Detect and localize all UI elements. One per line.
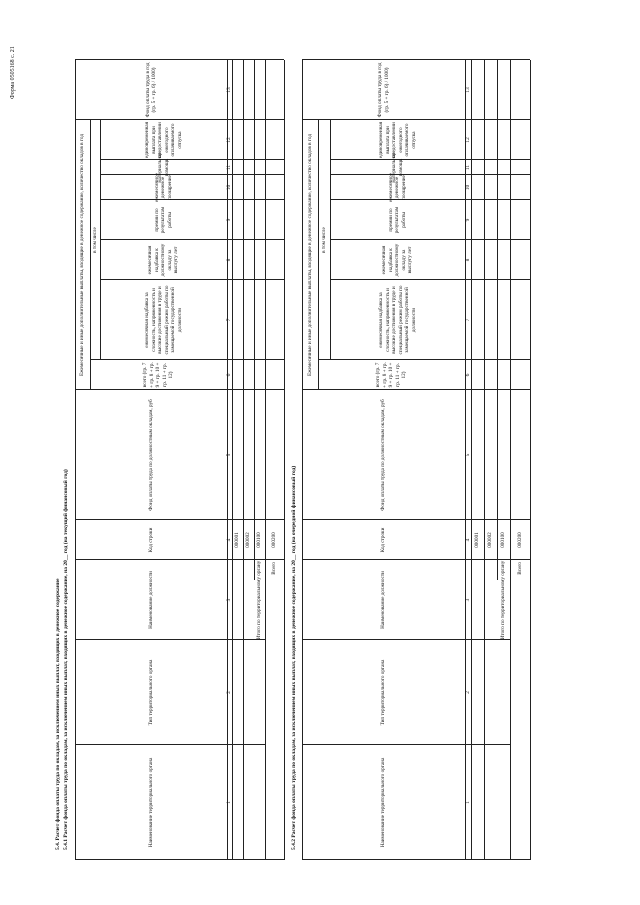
row-code: 000100 [500,532,507,548]
col-number: 11 [464,164,471,171]
col-number: 10 [464,184,471,191]
header-monthly-incentive: ежемесячное денежное поощрение [153,173,173,202]
header-complexity-bonus: ежемесячная надбавка за сложность, напряженность и высокие достижения в труде и специальный режим работы по замещаемой государственной должности [378,285,417,355]
row-code: 000002 [487,532,494,548]
header-seniority-bonus: ежемесячная надбавка к должностному окладу за выслугу лет [381,243,414,277]
table-1-title: 5.4.1 Расчет фонда оплаты труда по окладам, за исключением иных выплат, входящих в денежное содержание, на 20__ год (на текущий финансовый год) [63,469,69,850]
col-number: 11 [226,164,233,171]
header-performance-bonus: премии по результатам работы [387,206,407,234]
col-number: 13 [226,87,233,93]
form-code: Форма 0505168 с. 21 [10,46,16,99]
header-salary-fund: Фонд оплаты труда по должностным окладам, руб [147,399,154,511]
header-position-name: Наименование должности [147,571,154,629]
col-number: 12 [464,137,471,143]
header-monthly-incentive: ежемесячное денежное поощрение [387,173,407,202]
header-position-name: Наименование должности [380,571,387,629]
table-2-title: 5.4.2 Расчет фонда оплаты труда по окладам, за исключением иных выплат, входящих в денежное содержание, на 20__ год (на очередной финансовый год) [291,465,297,850]
grand-total-label: Всего [271,562,278,575]
col-number: 9 [464,218,471,222]
col-number: 6 [226,373,233,377]
col-number: 10 [226,184,233,191]
col-number: 1 [464,801,471,804]
header-territorial-organ-name: Наименование территориального органа [147,757,154,848]
row-code: 000200 [271,532,278,548]
col-number: 7 [226,318,233,322]
header-annual-fund: Фонд оплаты труда в год (гр. 5 + гр. 6) / 1000) [377,62,390,118]
col-number: 12 [226,137,233,143]
header-territorial-organ-type: Тип территориального органа [147,659,154,726]
col-number: 3 [464,598,471,602]
subtotal-label: Итого по территориальному органу [500,560,507,640]
header-including: в том числе [91,227,98,253]
col-number: 1 [226,801,233,804]
header-row-code: Код строки [380,527,387,553]
col-number: 7 [464,318,471,322]
header-row-code: Код строки [147,527,154,553]
col-number: 8 [464,258,471,262]
col-number: 4 [226,538,233,542]
header-complexity-bonus: ежемесячная надбавка за сложность, напряженность и высокие достижения в труде и специальный режим работы по замещаемой государственной должности [144,285,183,355]
header-vacation-payment: единовременная выплата при предоставлении ежегодного оплачиваемого отпуска [144,121,183,159]
header-seniority-bonus: ежемесячная надбавка к должностному окладу за выслугу лет [147,243,180,277]
col-number: 5 [464,453,471,457]
grand-total-label: Всего [516,562,523,575]
col-number: 3 [226,598,233,602]
col-number: 8 [226,258,233,262]
header-additional-payments: Ежемесячные и иные дополнительные выплаты, входящие в денежное содержание, количество окладов в год [306,134,313,377]
header-territorial-organ-type: Тип территориального органа [380,659,387,726]
header-territorial-organ-name: Наименование территориального органа [380,757,387,848]
col-number: 5 [226,453,233,457]
header-performance-bonus: премии по результатам работы [153,206,173,234]
header-total: всего (гр. 7 + гр. 8 + гр. 9 + гр. 10 + гр. 11 + гр. 12) [375,362,408,388]
col-number: 2 [464,691,471,694]
row-code: 000002 [245,532,252,548]
subtotal-label: Итого по территориальному органу [256,560,263,640]
header-vacation-payment: единовременная выплата при предоставлении ежегодного оплачиваемого отпуска [378,121,417,159]
header-salary-fund: Фонд оплаты труда по должностным окладам, руб [380,399,387,511]
col-number: 4 [464,538,471,542]
header-material-aid: материальная помощь [391,152,404,183]
col-number: 13 [464,87,471,93]
header-material-aid: материальная помощь [157,152,170,183]
row-code: 000001 [234,532,241,548]
row-code: 000001 [474,532,481,548]
header-total: всего (гр. 7 + гр. 8 + гр. 9 + гр. 10 + гр. 11 + гр. 12) [142,362,175,388]
col-number: 2 [226,691,233,694]
col-number: 9 [226,218,233,222]
header-including: в том числе [320,227,327,253]
col-number: 6 [464,373,471,377]
row-code: 000200 [516,532,523,548]
row-code: 000100 [256,532,263,548]
header-additional-payments: Ежемесячные и иные дополнительные выплаты, входящие в денежное содержание, количество окладов в год [79,134,86,377]
header-annual-fund: Фонд оплаты труда в год (гр. 5 + гр. 6) / 1000) [144,62,157,118]
section-title: 5.4. Расчет фонда оплаты труда по окладам, за исключением иных выплат, входящих в денежное содержание [55,578,61,850]
